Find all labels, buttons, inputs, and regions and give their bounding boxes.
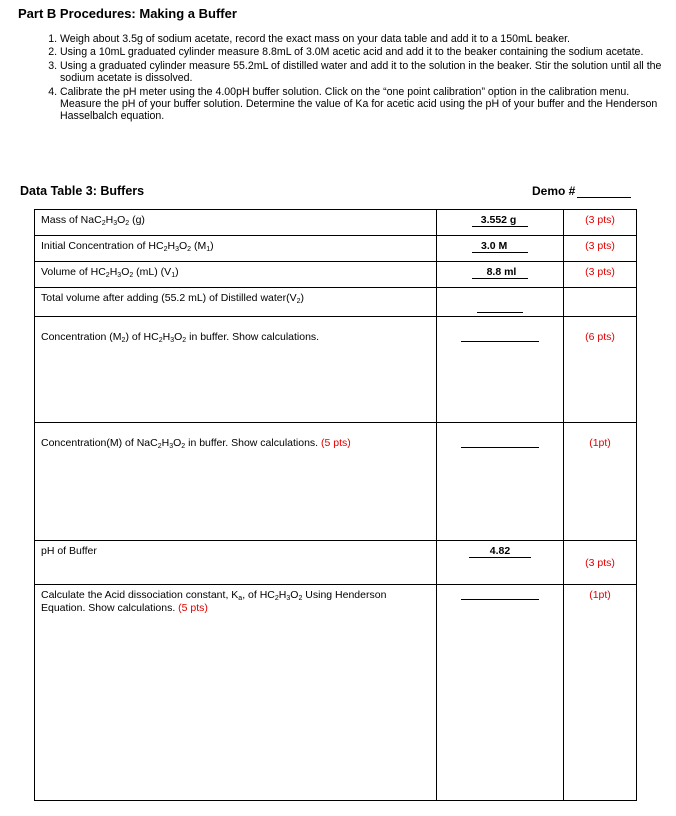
ph-value[interactable]: 4.82: [437, 541, 564, 585]
procedure-list: [22, 33, 670, 124]
mass-value[interactable]: 3.552 g: [437, 210, 564, 236]
procedure-step: 2. Using a 10mL graduated cylinder measure 8.8mL of 3.0M acetic acid and add it to the beaker containing the sodium acetate.: [60, 46, 670, 58]
initial-concentration-label: Initial Concentration of $HC_2H_3O_2$ $(M_1)$: [35, 236, 437, 262]
page-title: Part B Procedures: Making a Buffer: [18, 6, 237, 21]
table-row: [35, 288, 637, 317]
concentration-acetate-label: Concentration(M) of $NaC_2H_3O_2$ in buffer. Show calculations. (5 pts): [35, 423, 437, 541]
ka-label: Calculate the Acid dissociation constant, $K_a$, of $HC_2H_3O_2$ Using Henderson Equation. Show calculations. (5 pts): [35, 585, 437, 801]
ph-points: (3 pts): [564, 541, 637, 585]
volume-points: (3 pts): [564, 262, 637, 288]
demo-number: [532, 184, 631, 198]
total-volume-points: [564, 288, 637, 317]
table-row: [35, 236, 637, 262]
table-row: [35, 210, 637, 236]
demo-label: Demo #: [532, 184, 576, 198]
total-volume-label: Total volume after adding (55.2 mL) of Distilled $water(V_2)$: [35, 288, 437, 317]
ka-points: (1pt): [564, 585, 637, 801]
volume-value[interactable]: 8.8 ml: [437, 262, 564, 288]
procedure-step: 3. Using a graduated cylinder measure 55.2mL of distilled water and add it to the solution in the beaker. Stir the solution until all the sodium acetate is dissolved.: [60, 60, 670, 85]
procedure-step: 1. Weigh about 3.5g of sodium acetate, record the exact mass on your data table and add it to a 150mL beaker.: [60, 33, 670, 45]
table-row: [35, 423, 637, 541]
ka-value[interactable]: [437, 585, 564, 801]
concentration-m2-value[interactable]: [437, 317, 564, 423]
concentration-m2-points: (6 pts): [564, 317, 637, 423]
procedure-step: 4. Calibrate the pH meter using the 4.00pH buffer solution. Click on the “one point calibration” option in the calibration menu. Measure the pH of your buffer solution. Determine the value of Ka for acetic acid using the pH of your buffer and the Henderson Hasselbalch equation.: [60, 86, 670, 123]
buffer-data-table: [34, 209, 637, 801]
table-row: [35, 541, 637, 585]
concentration-acetate-value[interactable]: [437, 423, 564, 541]
concentration-m2-label: Concentration $(M_2)$ of $HC_2H_3O_2$ in buffer. Show calculations.: [35, 317, 437, 423]
volume-label: Volume of $HC_2H_3O_2$ (mL) $(V_1)$: [35, 262, 437, 288]
demo-blank[interactable]: [577, 185, 631, 198]
total-volume-value[interactable]: [437, 288, 564, 317]
mass-label: Mass of $NaC_2H_3O_2$ (g): [35, 210, 437, 236]
table-row: [35, 585, 637, 801]
initial-concentration-points: (3 pts): [564, 236, 637, 262]
table-row: [35, 317, 637, 423]
concentration-acetate-points: (1pt): [564, 423, 637, 541]
mass-points: (3 pts): [564, 210, 637, 236]
ph-label: pH of Buffer: [35, 541, 437, 585]
initial-concentration-value[interactable]: 3.0 M: [437, 236, 564, 262]
table-row: [35, 262, 637, 288]
data-table-title: Data Table 3: Buffers: [20, 184, 145, 198]
